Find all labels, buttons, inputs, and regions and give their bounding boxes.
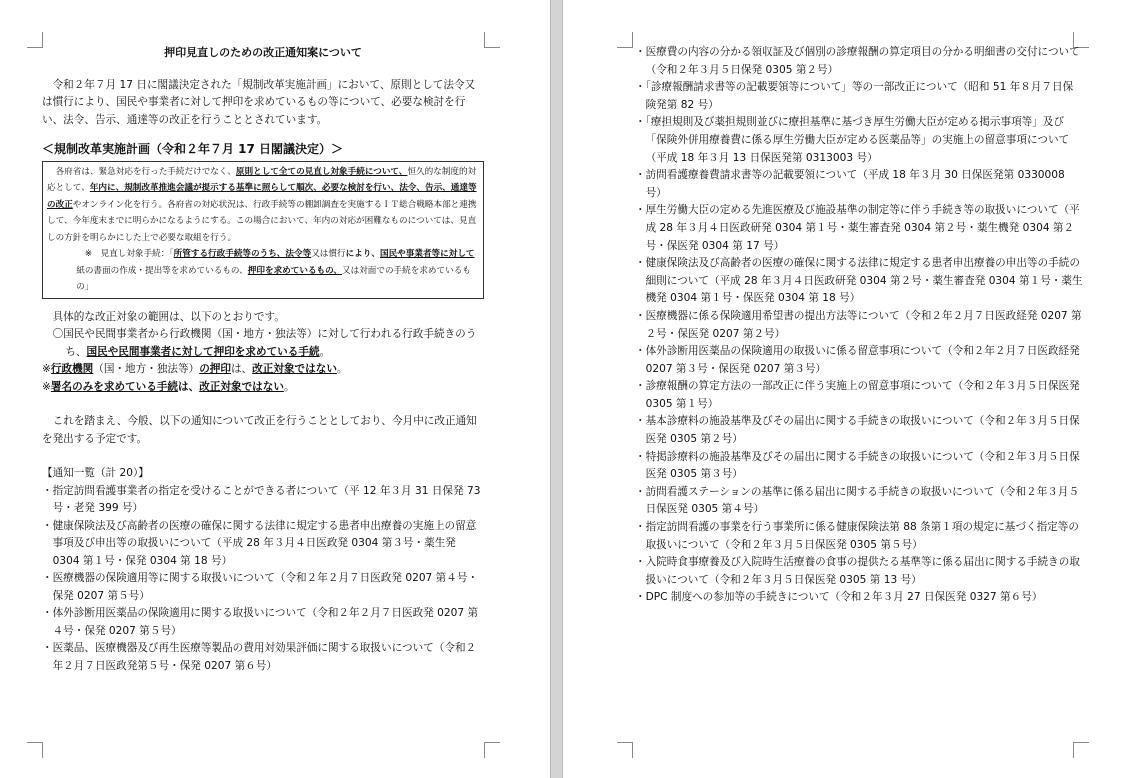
- note-text: 又は対面での手続を求めているもの」: [76, 265, 471, 292]
- scope-text: 。: [319, 345, 331, 358]
- scope-text: ※: [42, 380, 51, 393]
- scope-exclusion-2: [42, 379, 484, 397]
- scope-emphasis: の押印: [199, 363, 231, 375]
- left-page-content: [42, 44, 484, 675]
- plan-heading: ＜規制改革実施計画（令和２年７月 17 日閣議決定）＞: [42, 142, 344, 156]
- notice-list-left: [42, 483, 484, 676]
- document-page-left: [0, 0, 550, 778]
- plan-text: 恒久的な制度的対応として、: [47, 166, 477, 193]
- list-item: ・入院時食事療養及び入院時生活療養の食事の提供たる基準等に係る届出に関する手続きの取扱いについて（令和２年３月５日保医発 0305 第 13 号）: [635, 556, 1080, 586]
- list-item: ・訪問看護療養費請求書等の記載要領について（平成 18 年３月 30 日保医発第 0330008 号）: [635, 169, 1065, 199]
- crop-mark-bottom-left: [27, 742, 43, 758]
- scope-text: 。: [283, 380, 295, 393]
- list-item: ・医療機器の保険適用等に関する取扱いについて（令和２年２月７日医政発 0207 第４号・保発 0207 第５号）: [42, 572, 479, 602]
- scope-text: 〇国民や民間事業者から行政機関（国・地方・独法等）に対して行われる行政手続きのうち、: [52, 328, 477, 358]
- page-gutter: [550, 0, 563, 778]
- list-item: ・指定訪問看護事業者の指定を受けることができる者について（平 12 年３月 31 日保発 73 号・老発 399 号）: [42, 484, 481, 514]
- plan-excerpt-box: [42, 161, 484, 299]
- list-item: ・指定訪問看護の事業を行う事業所に係る健康保険法第 88 条第１項の規定に基づく指定等の取扱いについて（令和２年３月５日保医発 0305 第５号）: [635, 521, 1079, 551]
- plan-paragraph: これを踏まえ、今般、以下の通知について改正を行うこととしており、今月中に改正通知を発出する予定です。: [42, 415, 477, 445]
- note-emphasis: により、: [345, 249, 380, 259]
- plan-text: やオンライン化を行う。各府省の対応状況は、行政手続等の棚卸調査を実施するＩＴ総合戦略本部と連携して、今年度末までに明らかになるようにする。この場合において、年内の対応が困難なものについては、見直しの方針を明らかにした上で必要な取組を行う。: [47, 199, 477, 243]
- list-item: ・医療費の内容の分かる領収証及び個別の診療報酬の算定項目の分かる明細書の交付について（令和２年３月５日保発 0305 第２号）: [635, 46, 1080, 76]
- scope-emphasis: 改正対象ではない: [252, 363, 337, 375]
- scope-exclusion-1: [42, 361, 484, 379]
- right-page-content: [635, 44, 1083, 607]
- scope-emphasis: 署名のみを求めている手続: [50, 380, 179, 393]
- list-item: ・医療機器に係る保険適用希望書の提出方法等について（令和２年２月７日医政経発 0207 第２号・保医発 0207 第２号）: [635, 309, 1082, 340]
- document-page-right: [563, 0, 1123, 778]
- scope-emphasis: 改正対象ではない: [199, 380, 284, 393]
- plan-text: 各府省は、緊急対応を行った手続だけでなく、: [55, 166, 236, 177]
- list-item: ・DPC 制度への参加等の手続きについて（令和２年３月 27 日保医発 0327 第６号）: [635, 591, 1043, 604]
- scope-text: ※: [42, 363, 51, 375]
- list-item: ・診療報酬の算定方法の一部改正に伴う実施上の留意事項について（令和２年３月５日保医発 0305 第１号）: [635, 380, 1080, 410]
- notice-list-heading: 【通知一覧（計 20）】: [42, 467, 149, 479]
- list-item: ・訪問看護ステーションの基準に係る届出に関する手続きの取扱いについて（令和２年３月５日保医発 0305 第４号）: [635, 485, 1080, 516]
- scope-intro: 具体的な改正対象の範囲は、以下のとおりです。: [52, 310, 285, 323]
- scope-text: （国・地方・独法等）: [93, 363, 200, 375]
- list-item: ・体外診断用医薬品の保険適用の取扱いに係る留意事項について（令和２年２月７日医政経発 0207 第３号・保医発 0207 第３号）: [635, 345, 1080, 375]
- crop-mark-top-left: [617, 32, 633, 48]
- scope-emphasis: 国民や民間事業者に対して押印を求めている手続: [86, 345, 320, 358]
- list-item: ・特掲診療料の施設基準及びその届出に関する手続きの取扱いについて（令和２年３月５日保医発 0305 第３号）: [635, 450, 1080, 481]
- scope-target: [42, 326, 484, 361]
- plan-excerpt-note: [47, 246, 479, 296]
- scope-text: は、: [230, 363, 253, 375]
- intro-paragraph: 令和２年７月 17 日に閣議決定された「規制改革実施計画」において、原則として法令又は慣行により、国民や事業者に対して押印を求めているもの等について、必要な検討を行い、法令、告示、通達等の改正を行うこととされています。: [42, 78, 476, 126]
- scope-section: [42, 309, 484, 397]
- note-emphasis: 国民や事業者等に対して: [379, 249, 475, 259]
- plan-emphasis: 年内に、規制改革推進会議が提示する基準に照らして順次、必要な検討を行い、法令、告示、通達等の改正: [47, 183, 477, 210]
- list-item: ・医薬品、医療機器及び再生医療等製品の費用対効果評価に関する取扱いについて（令和２年２月７日医政発第５号・保発 0207 第６号）: [42, 642, 477, 672]
- list-item: ・体外診断用医薬品の保険適用に関する取扱いについて（令和２年２月７日医政発 0207 第４号・保発 0207 第５号）: [42, 607, 479, 637]
- plan-excerpt-paragraph: [47, 164, 479, 247]
- scope-emphasis: は、: [178, 380, 200, 393]
- list-item: ・健康保険法及び高齢者の医療の確保に関する法律に規定する患者申出療養の実施上の留意事項及び申出等の取扱いについて（平成 28 年３月４日医政発 0304 第３号・薬生発 0304 第１号・保発 0304 第 18 号）: [42, 519, 477, 567]
- crop-mark-bottom-left: [617, 742, 633, 758]
- list-item: ・「療担規則及び薬担規則並びに療担基準に基づき厚生労働大臣が定める掲示事項等」及び「保険外併用療養費に係る厚生労働大臣が定める医薬品等」の実施上の留意事項について（平成 18 年３月 13 日保医発第 0313003 号）: [635, 116, 1070, 164]
- list-item: ・厚生労働大臣の定める先進医療及び施設基準の制定等に伴う手続き等の取扱いについて（平成 28 年３月４日医政研発 0304 第１号・薬生審査発 0304 第２号・薬生機発 0304 第２号・保医発 0304 第 17 号）: [635, 204, 1080, 252]
- crop-mark-bottom-right: [1073, 742, 1089, 758]
- crop-mark-top-right: [484, 32, 500, 48]
- scope-emphasis: 行政機関: [50, 363, 94, 375]
- document-title: 押印見直しのための改正通知案について: [164, 46, 362, 59]
- list-item: ・基本診療料の施設基準及びその届出に関する手続きの取扱いについて（令和２年３月５日保医発 0305 第２号）: [635, 415, 1080, 446]
- list-item: ・健康保険法及び高齢者の医療の確保に関する法律に規定する患者申出療養の申出等の手続の細則について（平成 28 年３月４日医政研発 0304 第２号・薬生審査発 0304 第１号・薬生機発 0304 第１号・保医発 0304 第 18 号）: [635, 257, 1083, 305]
- note-emphasis: 押印を求めているもの、: [247, 265, 342, 276]
- note-text: 又は慣行: [311, 249, 346, 259]
- note-emphasis: 所管する行政手続等のうち、法令等: [173, 249, 312, 259]
- note-text: 紙の書面の作成・提出等を求めているもの、: [76, 265, 248, 276]
- scope-text: 。: [336, 363, 348, 375]
- note-text: ※ 見直し対象手続：「: [84, 249, 174, 259]
- plan-emphasis: 原則として全ての見直し対象手続について、: [235, 166, 408, 177]
- notice-list-right: [635, 44, 1083, 607]
- crop-mark-bottom-right: [484, 742, 500, 758]
- crop-mark-top-left: [27, 32, 43, 48]
- list-item: ・「診療報酬請求書等の記載要領等について」等の一部改正について（昭和 51 年８月７日保険発第 82 号）: [635, 81, 1074, 111]
